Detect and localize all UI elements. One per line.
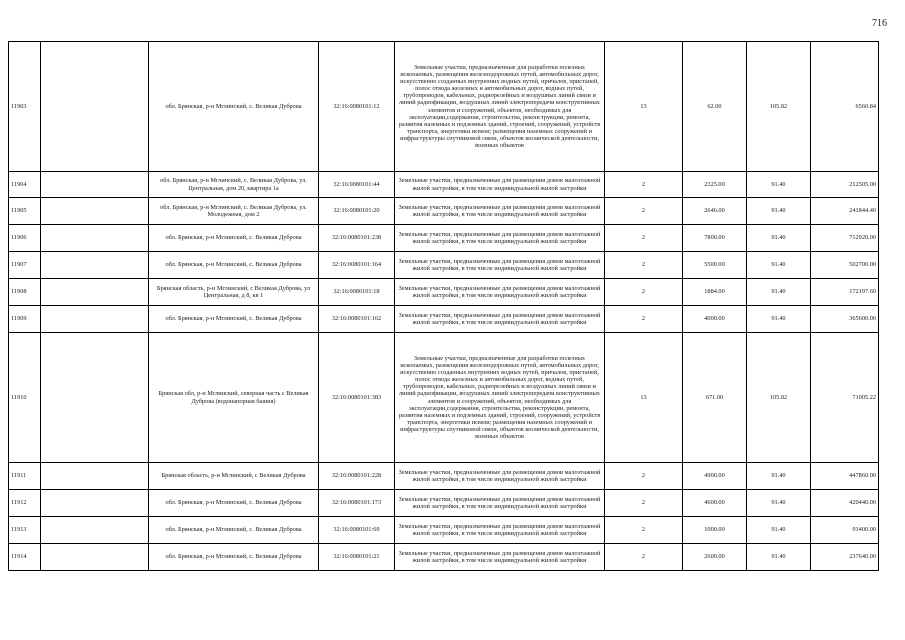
table-row — [9, 198, 879, 225]
specific-value-cell: 91.40 — [747, 172, 811, 198]
land-use-cell: Земельные участки, предназначенные для разработки полезных ископаемых, размещения железнодорожных путей, автомобильных дорог, искусственно созданных внутренних водных путей, причалов, пристаней, полос отвода железных и автомобильных дорог, водных путей, трубопроводов, кабельных, радиорелейных и воздушных линий связи и линий радиофикации, воздушных линий электропередачи конструктивных элементов и сооружений, объектов, необходимых для эксплуатации,содержания, строительства, реконструкции, ремонта, развития наземных и подземных зданий, строений, сооружений, устройств транспорта, энергетики исвязи; размещения наземных сооружений и инфраструктуры спутниковой связи, объектов космической деятельности, военных объектов — [395, 333, 605, 463]
use-code-cell: 2 — [605, 490, 683, 517]
cadastral-value-cell: 365600.00 — [811, 306, 879, 333]
row-number: 11912 — [9, 490, 41, 517]
row-number: 11907 — [9, 252, 41, 279]
table-row — [9, 463, 879, 490]
blank-cell — [41, 198, 149, 225]
land-use-cell: Земельные участки, предназначенные для размещения домов малоэтажной жилой застройки, в том числе индивидуальной жилой застройки — [395, 198, 605, 225]
cadastral-number-cell: 32:16:0080101:383 — [319, 333, 395, 463]
specific-value-cell: 91.40 — [747, 225, 811, 252]
page-number: 716 — [872, 18, 887, 29]
address-cell: обл. Брянская, р-н Мглинский, с. Великая Дуброва — [149, 517, 319, 544]
table-row — [9, 517, 879, 544]
cadastral-value-cell: 241844.40 — [811, 198, 879, 225]
address-cell: обл. Брянская, р-н Мглинский, с. Великая Дуброва, ул. Молодежная, дом 2 — [149, 198, 319, 225]
address-cell: обл. Брянская, р-н Мглинский, с. Великая Дуброва — [149, 306, 319, 333]
area-cell: 2600.00 — [683, 544, 747, 571]
cadastral-number-cell: 32:16:0080101:69 — [319, 517, 395, 544]
blank-cell — [41, 225, 149, 252]
area-cell: 2646.00 — [683, 198, 747, 225]
cadastral-value-cell: 212505.00 — [811, 172, 879, 198]
specific-value-cell: 91.40 — [747, 544, 811, 571]
table-row — [9, 42, 879, 172]
blank-cell — [41, 517, 149, 544]
cadastral-number-cell: 32:16:0080101:238 — [319, 225, 395, 252]
land-use-cell: Земельные участки, предназначенные для размещения домов малоэтажной жилой застройки, в том числе индивидуальной жилой застройки — [395, 517, 605, 544]
cadastral-value-cell: 6560.84 — [811, 42, 879, 172]
land-use-cell: Земельные участки, предназначенные для размещения домов малоэтажной жилой застройки, в том числе индивидуальной жилой застройки — [395, 279, 605, 306]
cadastral-number-cell: 32:16:0080101:12 — [319, 42, 395, 172]
blank-cell — [41, 490, 149, 517]
address-cell: Брянская область, р-н Мглинский, с Великая Дуброва — [149, 463, 319, 490]
land-use-cell: Земельные участки, предназначенные для размещения домов малоэтажной жилой застройки, в том числе индивидуальной жилой застройки — [395, 252, 605, 279]
cadastral-value-cell: 502700.00 — [811, 252, 879, 279]
use-code-cell: 13 — [605, 333, 683, 463]
specific-value-cell: 91.40 — [747, 463, 811, 490]
row-number: 11909 — [9, 306, 41, 333]
area-cell: 1884.00 — [683, 279, 747, 306]
blank-cell — [41, 544, 149, 571]
land-use-cell: Земельные участки, предназначенные для разработки полезных ископаемых, размещения железнодорожных путей, автомобильных дорог, искусственно созданных внутренних водных путей, причалов, пристаней, полос отвода железных и автомобильных дорог, водных путей, трубопроводов, кабельных, радиорелейных и воздушных линий связи и линий радиофикации, воздушных линий электропередачи конструктивных элементов и сооружений, объектов, необходимых для эксплуатации,содержания, строительства, реконструкции, ремонта, развития наземных и подземных зданий, строений, сооружений, устройств транспорта, энергетики исвязи; размещения наземных сооружений и инфраструктуры спутниковой связи, объектов космической деятельности, военных объектов — [395, 42, 605, 172]
use-code-cell: 2 — [605, 279, 683, 306]
cadastral-number-cell: 32:16:0080101:162 — [319, 306, 395, 333]
area-cell: 4900.00 — [683, 463, 747, 490]
area-cell: 5500.00 — [683, 252, 747, 279]
cadastral-value-table — [8, 41, 879, 571]
table-row — [9, 172, 879, 198]
table-row — [9, 225, 879, 252]
address-cell: обл. Брянская, р-н Мглинский, с. Великая Дуброва, ул. Центральная, дом 20, квартира 1а — [149, 172, 319, 198]
use-code-cell: 2 — [605, 198, 683, 225]
table-row — [9, 279, 879, 306]
area-cell: 4600.00 — [683, 490, 747, 517]
address-cell: обл. Брянская, р-н Мглинский, с. Великая Дуброва — [149, 42, 319, 172]
cadastral-value-cell: 91400.00 — [811, 517, 879, 544]
land-use-cell: Земельные участки, предназначенные для размещения домов малоэтажной жилой застройки, в том числе индивидуальной жилой застройки — [395, 490, 605, 517]
cadastral-number-cell: 32:16:0080101:44 — [319, 172, 395, 198]
cadastral-value-cell: 172197.60 — [811, 279, 879, 306]
address-cell: Брянская область, р-н Мглинский, с Великая Дуброва, ул Центральная, д 8, кв 1 — [149, 279, 319, 306]
row-number: 11913 — [9, 517, 41, 544]
address-cell: обл. Брянская, р-н Мглинский, с. Великая Дуброва — [149, 490, 319, 517]
cadastral-value-cell: 712920.00 — [811, 225, 879, 252]
specific-value-cell: 91.40 — [747, 517, 811, 544]
blank-cell — [41, 252, 149, 279]
cadastral-number-cell: 32:16:0080101:21 — [319, 544, 395, 571]
cadastral-number-cell: 32:16:0080101:20 — [319, 198, 395, 225]
address-cell: обл. Брянская, р-н Мглинский, с. Великая Дуброва — [149, 252, 319, 279]
land-use-cell: Земельные участки, предназначенные для размещения домов малоэтажной жилой застройки, в том числе индивидуальной жилой застройки — [395, 463, 605, 490]
cadastral-number-cell: 32:16:0080101:228 — [319, 463, 395, 490]
specific-value-cell: 91.40 — [747, 252, 811, 279]
row-number: 11903 — [9, 42, 41, 172]
use-code-cell: 13 — [605, 42, 683, 172]
row-number: 11910 — [9, 333, 41, 463]
cadastral-value-cell: 71005.22 — [811, 333, 879, 463]
table-row — [9, 306, 879, 333]
use-code-cell: 2 — [605, 225, 683, 252]
specific-value-cell: 105.82 — [747, 42, 811, 172]
specific-value-cell: 91.40 — [747, 306, 811, 333]
area-cell: 671.00 — [683, 333, 747, 463]
use-code-cell: 2 — [605, 252, 683, 279]
row-number: 11906 — [9, 225, 41, 252]
row-number: 11908 — [9, 279, 41, 306]
area-cell: 4000.00 — [683, 306, 747, 333]
area-cell: 1000.00 — [683, 517, 747, 544]
cadastral-number-cell: 32:16:0080101:173 — [319, 490, 395, 517]
row-number: 11911 — [9, 463, 41, 490]
area-cell: 2325.00 — [683, 172, 747, 198]
table-row — [9, 490, 879, 517]
table-row — [9, 333, 879, 463]
table-row — [9, 252, 879, 279]
specific-value-cell: 105.82 — [747, 333, 811, 463]
address-cell: обл. Брянская, р-н Мглинский, с. Великая Дуброва — [149, 225, 319, 252]
use-code-cell: 2 — [605, 544, 683, 571]
row-number: 11914 — [9, 544, 41, 571]
use-code-cell: 2 — [605, 306, 683, 333]
use-code-cell: 2 — [605, 517, 683, 544]
use-code-cell: 2 — [605, 172, 683, 198]
use-code-cell: 2 — [605, 463, 683, 490]
blank-cell — [41, 42, 149, 172]
land-use-cell: Земельные участки, предназначенные для размещения домов малоэтажной жилой застройки, в том числе индивидуальной жилой застройки — [395, 306, 605, 333]
table-row — [9, 544, 879, 571]
blank-cell — [41, 279, 149, 306]
row-number: 11904 — [9, 172, 41, 198]
cadastral-value-cell: 237640.00 — [811, 544, 879, 571]
blank-cell — [41, 306, 149, 333]
land-use-cell: Земельные участки, предназначенные для размещения домов малоэтажной жилой застройки, в том числе индивидуальной жилой застройки — [395, 544, 605, 571]
cadastral-value-cell: 420440.00 — [811, 490, 879, 517]
blank-cell — [41, 333, 149, 463]
blank-cell — [41, 463, 149, 490]
blank-cell — [41, 172, 149, 198]
specific-value-cell: 91.40 — [747, 198, 811, 225]
cadastral-value-cell: 447860.00 — [811, 463, 879, 490]
cadastral-number-cell: 32:16:0080101:18 — [319, 279, 395, 306]
land-use-cell: Земельные участки, предназначенные для размещения домов малоэтажной жилой застройки, в том числе индивидуальной жилой застройки — [395, 172, 605, 198]
area-cell: 7800.00 — [683, 225, 747, 252]
address-cell: Брянская обл, р-н Мглинский, северная часть с Великая Дуброва (водонапорная башня) — [149, 333, 319, 463]
address-cell: обл. Брянская, р-н Мглинский, с. Великая Дуброва — [149, 544, 319, 571]
land-use-cell: Земельные участки, предназначенные для размещения домов малоэтажной жилой застройки, в том числе индивидуальной жилой застройки — [395, 225, 605, 252]
row-number: 11905 — [9, 198, 41, 225]
cadastral-number-cell: 32:16:0080101:164 — [319, 252, 395, 279]
area-cell: 62.00 — [683, 42, 747, 172]
specific-value-cell: 91.40 — [747, 490, 811, 517]
specific-value-cell: 91.40 — [747, 279, 811, 306]
